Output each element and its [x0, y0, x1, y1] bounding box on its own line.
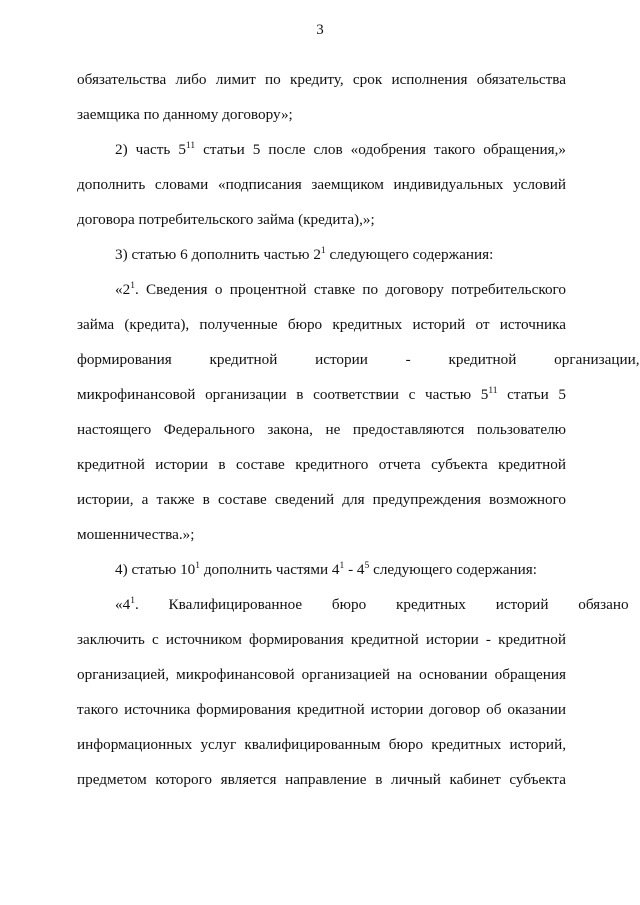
- text-fragment: статьи 5 после слов «одобрения такого обращения,»: [195, 141, 566, 158]
- text-line: информационных услуг квалифицированным бюро кредитных историй,: [77, 736, 566, 753]
- text-line: [115, 280, 566, 300]
- text-line: заключить с источником формирования кредитной истории - кредитной: [77, 631, 566, 648]
- text-fragment: 3) статью 6 дополнить частью 2: [115, 246, 321, 263]
- superscript: 11: [488, 386, 498, 396]
- text-line: [77, 385, 566, 405]
- text-line: [115, 560, 566, 580]
- text-fragment: 4) статью 10: [115, 561, 196, 578]
- text-line: мошенничества.»;: [77, 526, 195, 543]
- text-fragment: следующего содержания:: [369, 561, 537, 578]
- text-fragment: «4: [115, 596, 131, 613]
- superscript: 1: [130, 596, 135, 606]
- text-fragment: . Сведения о процентной ставке по договору потребительского: [134, 281, 566, 298]
- text-line: предметом которого является направление в личный кабинет субъекта: [77, 771, 566, 788]
- text-fragment: дополнить частями 4: [200, 561, 340, 578]
- text-line: [115, 140, 566, 160]
- text-line: организацией, микрофинансовой организацией на основании обращения: [77, 666, 566, 683]
- text-line: кредитной истории в составе кредитного отчета субъекта кредитной: [77, 456, 566, 473]
- text-line: формирования кредитной истории - кредитной организации,: [77, 351, 640, 368]
- text-fragment: «2: [115, 281, 131, 298]
- superscript: 1: [130, 281, 135, 291]
- text-fragment: 2) часть 5: [115, 141, 186, 158]
- superscript: 11: [185, 141, 196, 151]
- text-fragment: . Квалифицированное бюро кредитных историй обязано: [134, 596, 629, 613]
- text-line: [115, 595, 629, 615]
- text-line: займа (кредита), полученные бюро кредитных историй от источника: [77, 316, 566, 333]
- text-fragment: - 4: [344, 561, 365, 578]
- text-line: истории, а также в составе сведений для предупреждения возможного: [77, 491, 566, 508]
- superscript: 1: [320, 246, 326, 256]
- text-fragment: следующего содержания:: [325, 246, 494, 263]
- superscript: 1: [339, 561, 345, 571]
- text-line: такого источника формирования кредитной истории договор об оказании: [77, 701, 566, 718]
- superscript: 1: [195, 561, 201, 571]
- text-fragment: микрофинансовой организации в соответствии с частью 5: [77, 386, 489, 403]
- text-line: настоящего Федерального закона, не предоставляются пользователю: [77, 421, 566, 438]
- text-line: договора потребительского займа (кредита),»;: [77, 211, 375, 228]
- text-line: [115, 245, 566, 265]
- text-line: дополнить словами «подписания заемщиком индивидуальных условий: [77, 176, 566, 193]
- page-number: 3: [316, 22, 324, 38]
- superscript: 5: [364, 561, 370, 571]
- text-fragment: статьи 5: [497, 386, 567, 403]
- text-line: обязательства либо лимит по кредиту, срок исполнения обязательства: [77, 71, 566, 88]
- text-line: заемщика по данному договору»;: [77, 106, 293, 123]
